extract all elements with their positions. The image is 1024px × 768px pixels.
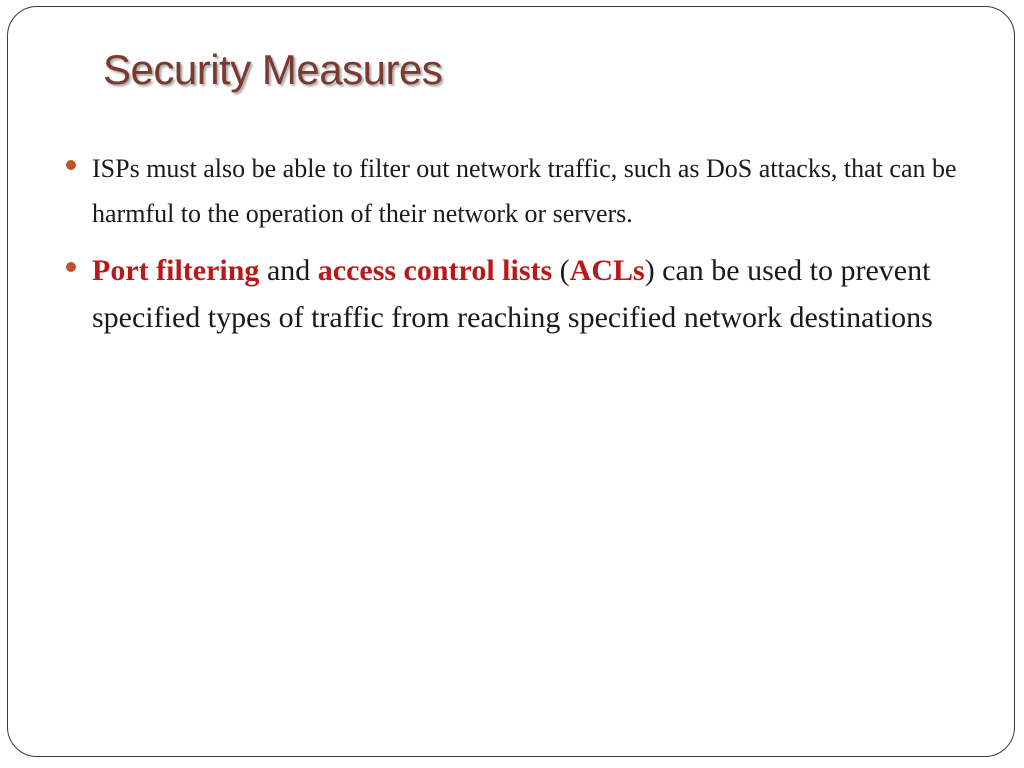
bullet-list: [66, 147, 986, 341]
term-port-filtering: Port filtering: [92, 254, 260, 287]
bullet-item-port-filtering: [66, 247, 986, 341]
bullet-dot-icon: [66, 262, 76, 272]
term-access-control-lists: access control lists: [317, 254, 553, 287]
slide-frame: [7, 6, 1015, 757]
bullet-text: ISPs must also be able to filter out network traffic, such as DoS attacks, that can be harmful to the operation of their network or servers.: [92, 154, 957, 228]
bullet-text-segment: ) can be used to prevent specified types of traffic from reaching specified network destinations: [92, 254, 933, 334]
bullet-dot-icon: [66, 160, 76, 170]
bullet-item-isp-filtering: [66, 147, 986, 236]
term-acls: ACLs: [569, 254, 645, 287]
slide-title: Security Measures: [103, 46, 443, 93]
bullet-text-segment: (: [552, 254, 570, 287]
bullet-text-segment: and: [259, 254, 318, 287]
